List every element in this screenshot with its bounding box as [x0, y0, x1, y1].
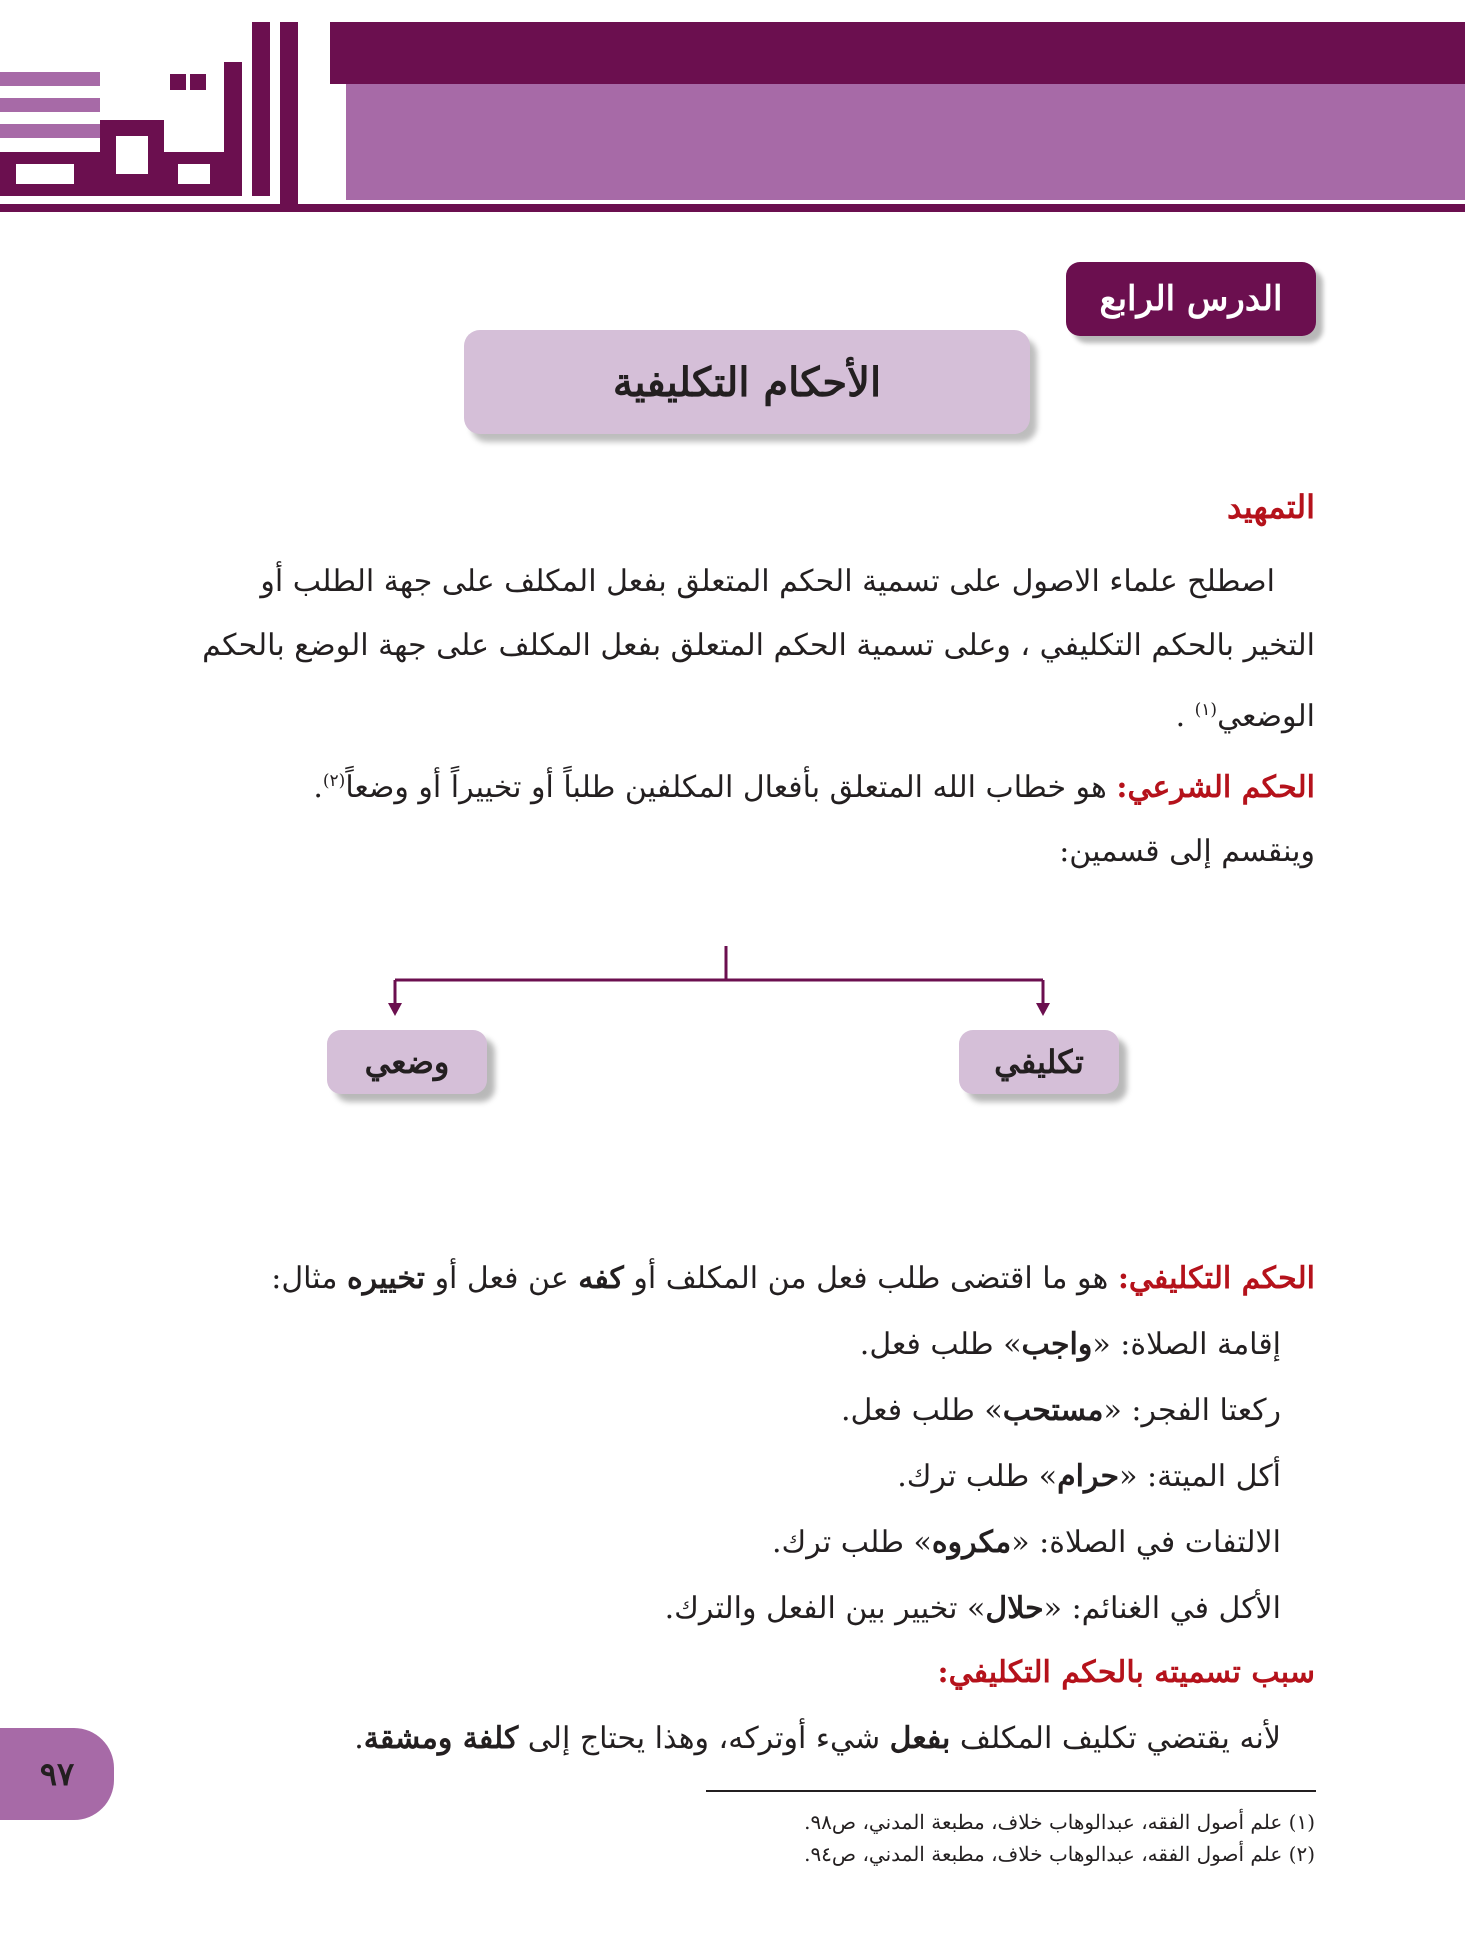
example-post: » طلب ترك. [772, 1525, 932, 1560]
reason-text [181, 1706, 1281, 1772]
taklifi-bold-2: تخييره [346, 1261, 426, 1296]
intro-heading: التمهيد [1227, 488, 1315, 526]
definition-term: الحكم الشرعي: [1116, 770, 1315, 805]
node-taklifi-label: تكليفي [994, 1043, 1084, 1081]
example-ruling: مستحب [1002, 1393, 1104, 1428]
example-post: » تخيير بين الفعل والترك. [664, 1591, 986, 1626]
division-line: وينقسم إلى قسمين: [1059, 834, 1315, 869]
footnote-separator [706, 1790, 1316, 1792]
definition-text: هو خطاب الله المتعلق بأفعال المكلفين طلباً أو تخييراً أو وضعاً [345, 770, 1117, 805]
example-post: » طلب ترك. [897, 1459, 1058, 1494]
reason-text-1: لأنه يقتضي تكليف المكلف [950, 1721, 1281, 1756]
list-item [181, 1378, 1281, 1444]
taklifi-term: الحكم التكليفي: [1117, 1261, 1315, 1296]
footnote-1: (١) علم أصول الفقه، عبدالوهاب خلاف، مطبعة المدني، ص٩٨. [804, 1810, 1315, 1834]
reason-text-2: شيء أوتركه، وهذا يحتاج إلى [518, 1721, 890, 1756]
lesson-badge-text: الدرس الرابع [1099, 279, 1283, 319]
list-item [181, 1444, 1281, 1510]
reason-heading: سبب تسميته بالحكم التكليفي: [937, 1655, 1315, 1690]
list-item [181, 1510, 1281, 1576]
taklifi-text-2: عن فعل أو [425, 1261, 579, 1296]
example-pre: إقامة الصلاة: « [1092, 1327, 1281, 1362]
page-number-tab [0, 1728, 114, 1820]
intro-text: اصطلح علماء الاصول على تسمية الحكم المتعلق بفعل المكلف على جهة الطلب أو التخير بالحكم التكليفي ، وعلى تسمية الحكم المتعلق بفعل المكلف على جهة الوضع بالحكم الوضعي [202, 564, 1315, 734]
footnote-2: (٢) علم أصول الفقه، عبدالوهاب خلاف، مطبعة المدني، ص٩٤. [804, 1842, 1315, 1866]
definition-end: . [313, 770, 323, 805]
footnote-ref-1: (١) [1194, 700, 1218, 720]
taklifi-text-3: مثال: [271, 1261, 347, 1296]
footnote-ref-2: (٢) [322, 771, 346, 791]
example-pre: أكل الميتة: « [1119, 1459, 1281, 1494]
reason-bold-2: كلفة ومشقة [363, 1721, 519, 1756]
example-pre: ركعتا الفجر: « [1103, 1393, 1281, 1428]
example-post: » طلب فعل. [859, 1327, 1022, 1362]
example-pre: الالتفات في الصلاة: « [1011, 1525, 1281, 1560]
intro-end: . [1175, 699, 1195, 734]
lesson-title: الأحكام التكليفية [612, 358, 882, 406]
page-number: ٩٧ [39, 1755, 75, 1793]
reason-text-3: . [354, 1721, 364, 1756]
taklifi-text-1: هو ما اقتضى طلب فعل من المكلف أو [623, 1261, 1118, 1296]
list-item [181, 1576, 1281, 1642]
example-ruling: حلال [985, 1591, 1044, 1626]
example-ruling: مكروه [931, 1525, 1012, 1560]
example-post: » طلب فعل. [840, 1393, 1003, 1428]
taklifi-bold-1: كفه [578, 1261, 624, 1296]
node-taklifi [959, 1030, 1119, 1094]
list-item [181, 1312, 1281, 1378]
example-pre: الأكل في الغنائم: « [1043, 1591, 1281, 1626]
node-wadi [327, 1030, 487, 1094]
taklifi-definition [175, 1246, 1315, 1312]
reason-bold-1: بفعل [889, 1721, 951, 1756]
footnotes [615, 1806, 1315, 1870]
example-ruling: حرام [1057, 1459, 1120, 1494]
example-ruling: واجب [1021, 1327, 1093, 1362]
node-wadi-label: وضعي [364, 1043, 450, 1081]
examples-list [181, 1312, 1281, 1642]
